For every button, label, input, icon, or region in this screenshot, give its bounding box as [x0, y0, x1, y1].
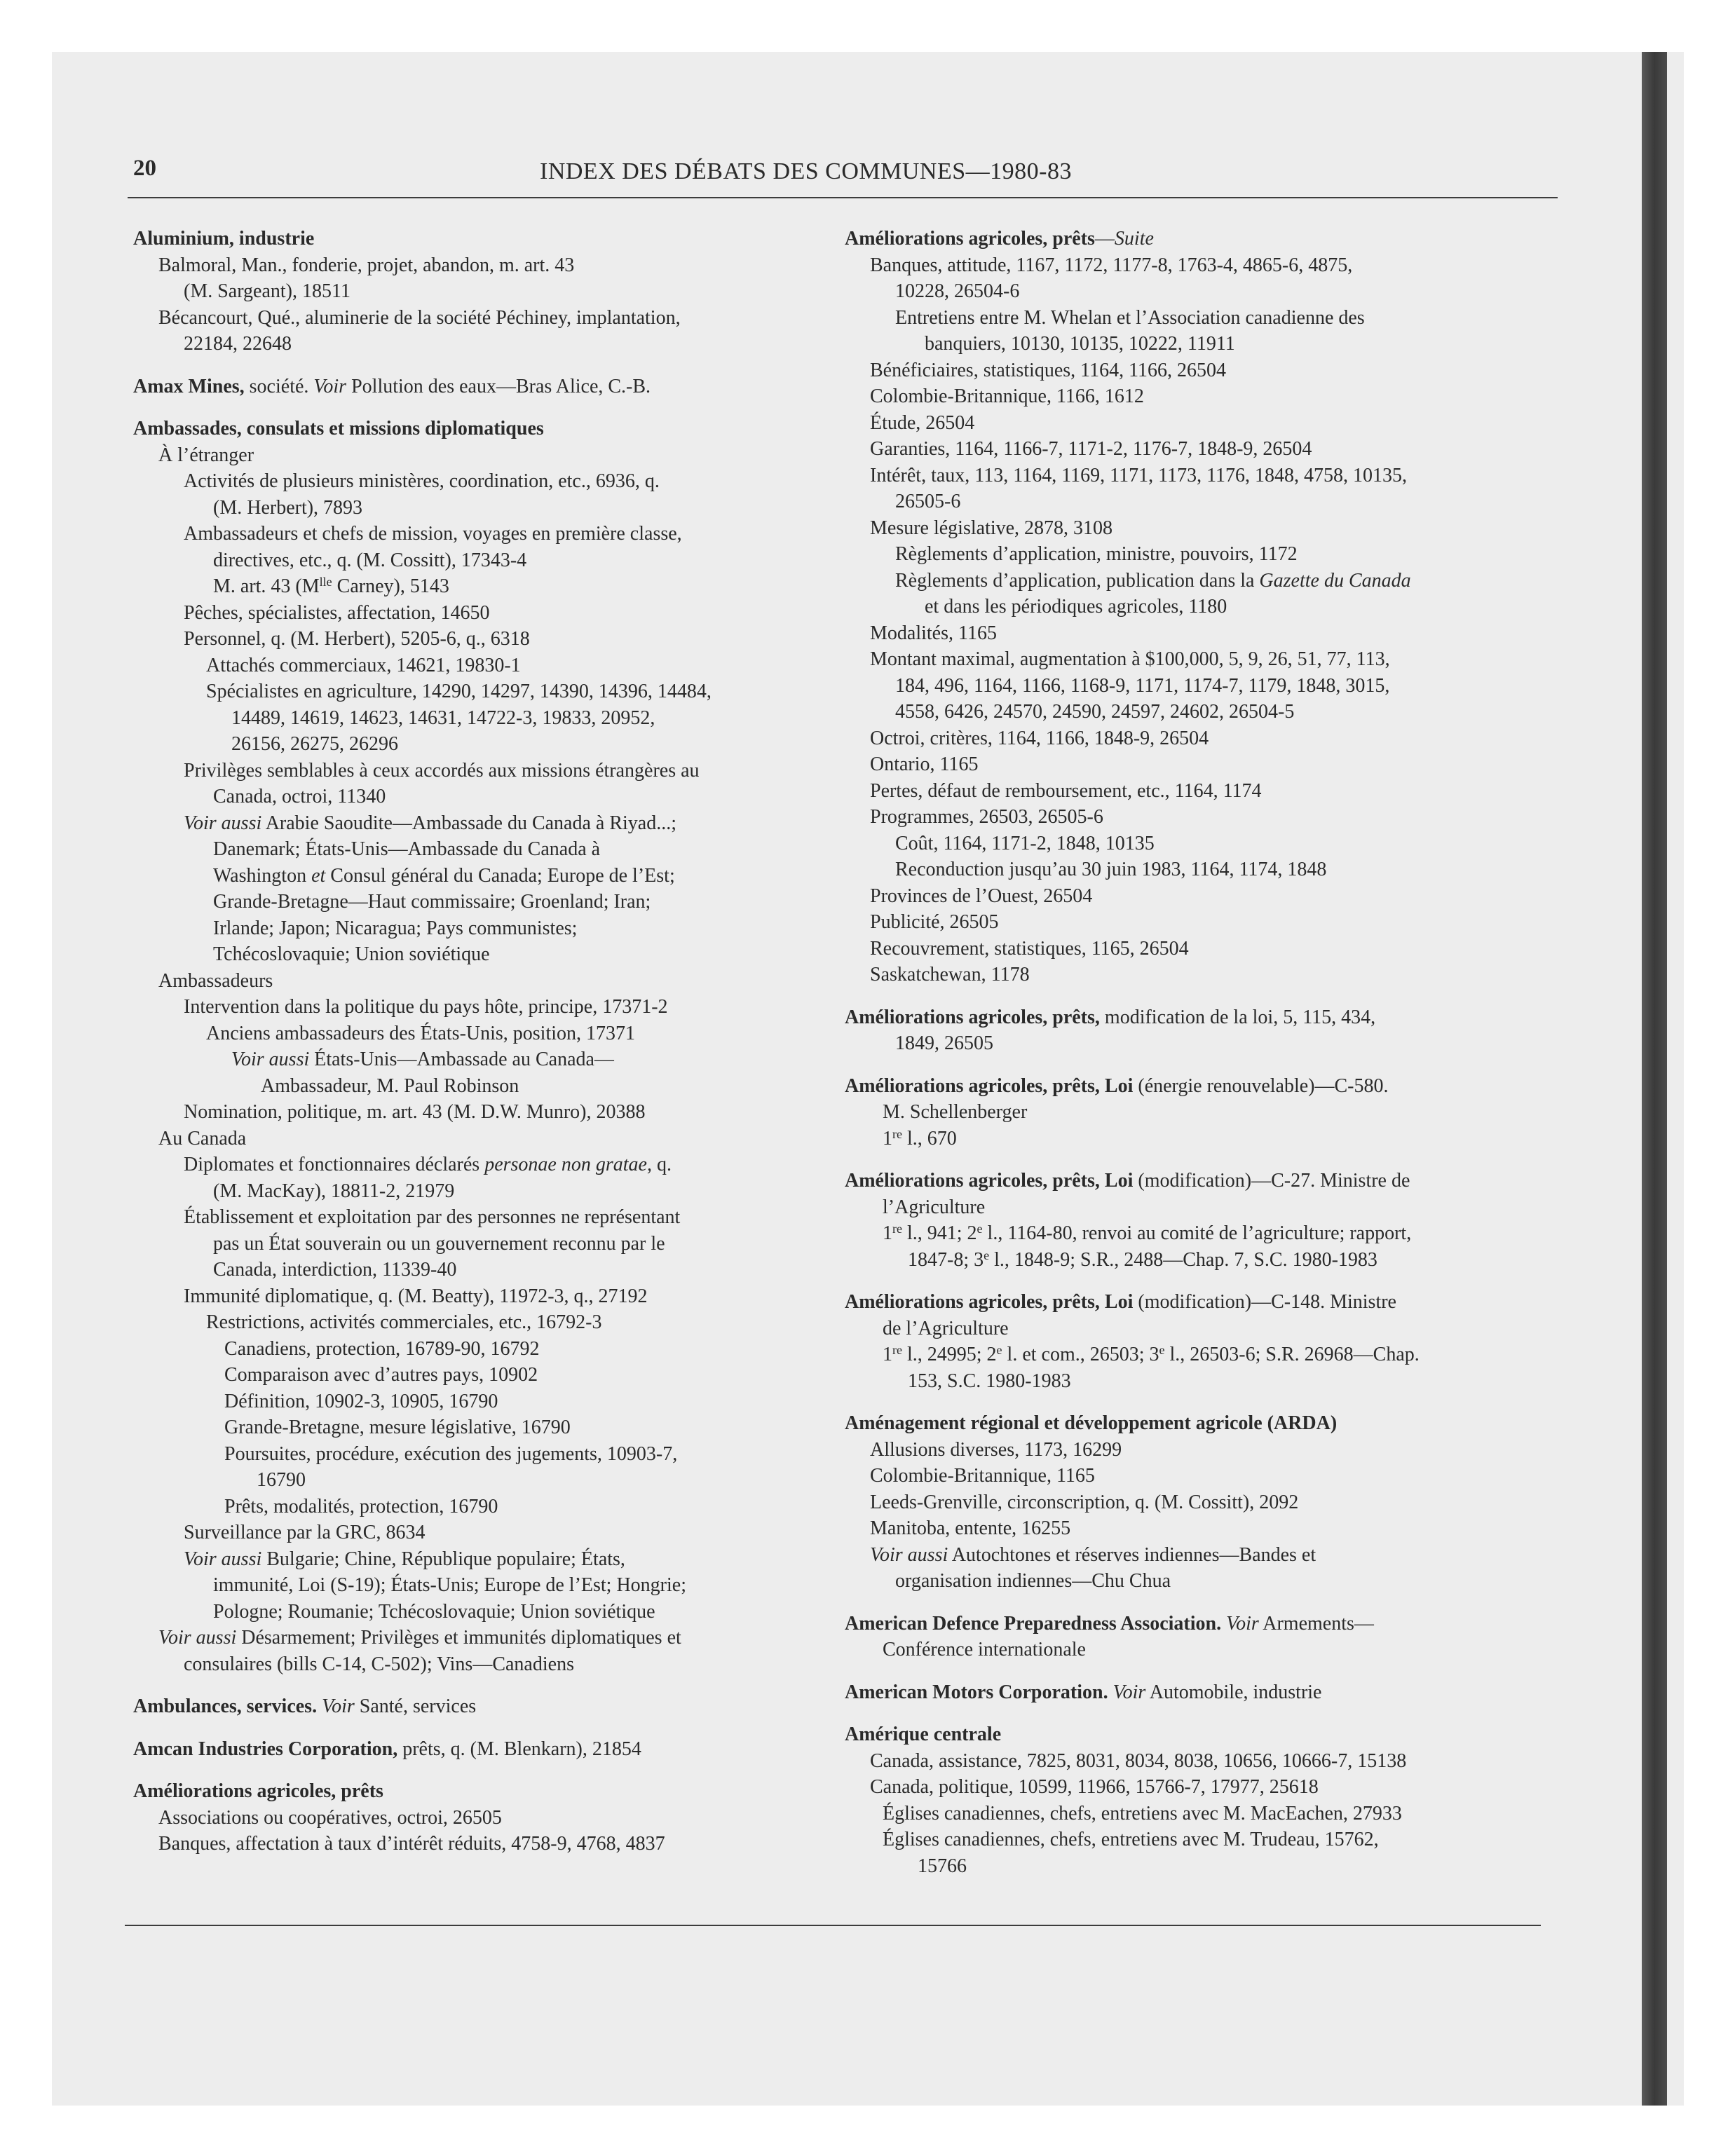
- index-line: [845, 1126, 1567, 1152]
- index-text: 10228, 26504-6: [895, 280, 1020, 302]
- index-line: [845, 962, 1567, 988]
- index-text: Restrictions, activités commerciales, etc., 16792-3: [206, 1311, 602, 1333]
- index-line: [845, 1030, 1567, 1057]
- index-text: (M. MacKay), 18811-2, 21979: [213, 1180, 455, 1202]
- index-text: Publicité, 26505: [870, 911, 999, 933]
- header-rule: [128, 197, 1558, 198]
- index-text: Tchécoslovaquie; Union soviétique: [213, 943, 490, 965]
- index-text: (énergie renouvelable)—C-580.: [1133, 1074, 1389, 1097]
- index-text: Ambassadeurs et chefs de mission, voyages en première classe,: [184, 523, 682, 545]
- index-line: [133, 863, 820, 889]
- index-text: (modification)—C-148. Ministre: [1133, 1291, 1396, 1313]
- index-heading: American Defence Preparedness Association.: [845, 1612, 1222, 1635]
- index-text: l., 26503-6; S.R. 26968—Chap.: [1164, 1344, 1420, 1365]
- index-text: Nomination, politique, m. art. 43 (M. D.W. Munro), 20388: [184, 1101, 646, 1123]
- index-text: Associations ou coopératives, octroi, 26505: [158, 1806, 502, 1829]
- index-text: Consul général du Canada; Europe de l’Est;: [325, 864, 675, 887]
- index-text: Règlements d’application, publication dans la: [895, 569, 1260, 592]
- index-text: Voir aussi: [184, 812, 262, 834]
- index-line: [133, 1494, 820, 1520]
- index-text: Canada, octroi, 11340: [213, 786, 386, 807]
- index-line: [133, 889, 820, 915]
- index-line: [845, 1220, 1567, 1247]
- index-text: l., 670: [901, 1127, 957, 1149]
- index-text: et: [311, 864, 326, 887]
- index-line: [133, 1778, 820, 1805]
- index-text: 15766: [918, 1855, 967, 1877]
- index-heading: Amax Mines,: [133, 375, 245, 397]
- index-line: [845, 515, 1567, 542]
- index-text: Colombie-Britannique, 1166, 1612: [870, 386, 1144, 407]
- index-line: [133, 1046, 820, 1073]
- index-text: Anciens ambassadeurs des États-Unis, position, 17371: [206, 1022, 636, 1044]
- index-text: Bénéficiaires, statistiques, 1164, 1166, 26504: [870, 359, 1227, 381]
- index-line: [845, 463, 1567, 489]
- index-text: re: [892, 1126, 902, 1141]
- index-line: [133, 731, 820, 758]
- index-line: [845, 883, 1567, 910]
- index-text: Suite: [1114, 228, 1154, 250]
- index-text: Garanties, 1164, 1166-7, 1171-2, 1176-7, 1848-9, 26504: [870, 438, 1312, 460]
- index-line: [845, 909, 1567, 936]
- index-text: Programmes, 26503, 26505-6: [870, 806, 1103, 828]
- index-text: 14489, 14619, 14623, 14631, 14722-3, 19833, 20952,: [231, 707, 655, 729]
- index-heading: Amérique centrale: [845, 1724, 1002, 1745]
- index-text: Pêches, spécialistes, affectation, 14650: [184, 601, 490, 624]
- index-text: Canada, assistance, 7825, 8031, 8034, 8038, 10656, 10666-7, 15138: [870, 1749, 1407, 1772]
- index-text: Conférence internationale: [883, 1639, 1086, 1660]
- index-line: [133, 994, 820, 1021]
- index-text: Voir: [1113, 1681, 1146, 1703]
- index-text: Voir aussi: [158, 1627, 237, 1649]
- index-column-right: [845, 226, 1567, 1879]
- index-line: [133, 1204, 820, 1231]
- footer-rule: [125, 1925, 1541, 1926]
- index-text: banquiers, 10130, 10135, 10222, 11911: [925, 333, 1235, 355]
- index-line: [133, 1126, 820, 1152]
- index-text: Carney), 5143: [332, 575, 449, 597]
- index-line: [133, 1178, 820, 1205]
- index-text: Établissement et exploitation par des personnes ne représentant: [184, 1206, 681, 1228]
- index-text: Poursuites, procédure, exécution des jugements, 10903-7,: [224, 1442, 678, 1465]
- index-line: [133, 278, 820, 305]
- index-line: [133, 573, 820, 600]
- index-line: [133, 600, 820, 627]
- index-line: [845, 278, 1567, 305]
- index-line: [133, 468, 820, 495]
- index-text: Autochtones et réserves indiennes—Bandes et: [948, 1543, 1316, 1566]
- index-line: [845, 699, 1567, 725]
- index-text: de l’Agriculture: [883, 1317, 1009, 1339]
- index-line: [845, 1194, 1567, 1221]
- index-heading: Aluminium, industrie: [133, 228, 315, 250]
- index-line: [845, 357, 1567, 384]
- index-line: [845, 751, 1567, 778]
- index-text: Colombie-Britannique, 1165: [870, 1465, 1095, 1487]
- index-text: Reconduction jusqu’au 30 juin 1983, 1164, 1174, 1848: [895, 859, 1327, 880]
- index-column-left: [133, 226, 820, 1857]
- index-line: [845, 804, 1567, 831]
- index-text: Montant maximal, augmentation à $100,000, 5, 9, 26, 51, 77, 113,: [870, 648, 1390, 670]
- index-text: Surveillance par la GRC, 8634: [184, 1522, 426, 1543]
- index-line: [133, 1152, 820, 1178]
- index-line: [133, 1546, 820, 1573]
- index-text: immunité, Loi (S-19); États-Unis; Europe de l’Est; Hongrie;: [213, 1574, 686, 1596]
- index-text: Ontario, 1165: [870, 753, 979, 775]
- index-line: [133, 915, 820, 942]
- index-line: [133, 1651, 820, 1678]
- index-line: [845, 1515, 1567, 1542]
- index-text: Balmoral, Man., fonderie, projet, abandon, m. art. 43: [158, 254, 575, 276]
- index-line: [845, 1801, 1567, 1827]
- index-text: Désarmement; Privilèges et immunités diplomatiques et: [236, 1627, 681, 1649]
- index-text: Danemark; États-Unis—Ambassade du Canada à: [213, 838, 601, 860]
- index-text: 22184, 22648: [184, 333, 292, 355]
- index-text: Canada, interdiction, 11339-40: [213, 1259, 457, 1281]
- index-line: [845, 725, 1567, 752]
- index-text: M. Schellenberger: [883, 1101, 1028, 1123]
- index-heading: Ambassades, consulats et missions diplomatiques: [133, 418, 544, 439]
- index-text: 1847-8; 3: [908, 1248, 984, 1271]
- index-text: Ambassadeurs: [158, 969, 273, 992]
- index-text: Saskatchewan, 1178: [870, 964, 1030, 985]
- index-text: 1: [883, 1222, 892, 1244]
- index-text: (M. Herbert), 7893: [213, 496, 363, 519]
- index-line: [845, 1748, 1567, 1775]
- index-text: Voir: [313, 375, 347, 397]
- index-line: [133, 1441, 820, 1468]
- index-text: Mesure législative, 2878, 3108: [870, 517, 1113, 539]
- index-text: Ambassadeur, M. Paul Robinson: [261, 1074, 519, 1097]
- index-text: Canada, politique, 10599, 11966, 15766-7, 17977, 25618: [870, 1776, 1319, 1798]
- index-text: 16790: [257, 1469, 306, 1491]
- index-line: [133, 1283, 820, 1310]
- index-text: [1108, 1681, 1113, 1703]
- index-text: q.: [651, 1154, 672, 1175]
- index-line: [845, 1247, 1567, 1274]
- index-text: directives, etc., q. (M. Cossitt), 17343-4: [213, 549, 527, 571]
- index-text: Voir: [1226, 1612, 1259, 1635]
- index-text: Au Canada: [158, 1127, 247, 1149]
- running-title: INDEX DES DÉBATS DES COMMUNES—1980-83: [540, 158, 1072, 184]
- index-text: États-Unis—Ambassade au Canada—: [309, 1049, 614, 1070]
- index-text: l., 941; 2: [901, 1222, 977, 1244]
- index-line: [845, 1437, 1567, 1464]
- index-text: Leeds-Grenville, circonscription, q. (M. Cossitt), 2092: [870, 1491, 1299, 1513]
- index-text: société.: [244, 375, 314, 397]
- index-text: Manitoba, entente, 16255: [870, 1517, 1071, 1539]
- index-text: M. art. 43 (M: [213, 575, 320, 597]
- index-text: (M. Sargeant), 18511: [184, 280, 351, 302]
- index-line: [133, 784, 820, 810]
- index-heading: Ambulances, services.: [133, 1696, 318, 1717]
- index-line: [845, 620, 1567, 647]
- index-line: [845, 1542, 1567, 1569]
- index-text: et dans les périodiques agricoles, 1180: [925, 596, 1227, 618]
- index-text: Diplomates et fonctionnaires déclarés: [184, 1154, 485, 1175]
- index-line: [845, 1316, 1567, 1342]
- index-text: Églises canadiennes, chefs, entretiens avec M. MacEachen, 27933: [883, 1802, 1402, 1824]
- index-text: Étude, 26504: [870, 411, 975, 434]
- index-text: Définition, 10902-3, 10905, 16790: [224, 1390, 498, 1412]
- index-line: [133, 1414, 820, 1441]
- index-text: 1: [883, 1127, 892, 1149]
- index-text: Voir aussi: [231, 1049, 310, 1070]
- index-line: [845, 594, 1567, 620]
- index-line: [133, 836, 820, 863]
- index-text: l., 1164-80, renvoi au comité de l’agriculture; rapport,: [982, 1222, 1412, 1244]
- index-line: [133, 442, 820, 469]
- index-text: re: [892, 1343, 902, 1357]
- index-line: [133, 1389, 820, 1415]
- index-text: Voir aussi: [184, 1548, 262, 1570]
- index-text: Automobile, industrie: [1145, 1681, 1322, 1703]
- index-text: prêts, q. (M. Blenkarn), 21854: [397, 1738, 641, 1760]
- index-line: [133, 226, 820, 252]
- index-line: [133, 1805, 820, 1831]
- index-text: Prêts, modalités, protection, 16790: [224, 1495, 498, 1517]
- index-line: [845, 1099, 1567, 1126]
- index-text: Provinces de l’Ouest, 26504: [870, 885, 1093, 907]
- index-text: Santé, services: [354, 1696, 477, 1717]
- index-line: [133, 1599, 820, 1625]
- index-line: [845, 541, 1567, 568]
- index-text: Banques, affectation à taux d’intérêt réduits, 4758-9, 4768, 4837: [158, 1833, 665, 1855]
- index-line: [133, 1572, 820, 1599]
- index-text: Banques, attitude, 1167, 1172, 1177-8, 1763-4, 4865-6, 4875,: [870, 254, 1353, 276]
- index-text: e: [1159, 1343, 1165, 1357]
- index-line: [133, 1336, 820, 1363]
- index-text: e: [984, 1248, 990, 1262]
- index-text: l’Agriculture: [883, 1196, 986, 1218]
- index-line: [133, 1625, 820, 1651]
- index-line: [133, 653, 820, 679]
- index-heading: Améliorations agricoles, prêts, Loi: [845, 1074, 1134, 1097]
- index-text: 4558, 6426, 24570, 24590, 24597, 24602, 26504-5: [895, 701, 1295, 723]
- index-text: Irlande; Japon; Nicaragua; Pays communistes;: [213, 917, 578, 939]
- index-text: Églises canadiennes, chefs, entretiens avec M. Trudeau, 15762,: [883, 1829, 1379, 1850]
- index-line: [133, 758, 820, 784]
- index-line: [845, 383, 1567, 410]
- index-text: e: [977, 1222, 983, 1236]
- index-line: [845, 1827, 1567, 1853]
- index-line: [133, 1831, 820, 1857]
- index-line: [845, 305, 1567, 332]
- index-text: 26505-6: [895, 491, 961, 512]
- index-line: [133, 968, 820, 995]
- index-text: Voir aussi: [870, 1543, 948, 1566]
- index-line: [133, 305, 820, 332]
- scan-edge-shadow: [1642, 52, 1667, 2106]
- index-line: [845, 936, 1567, 962]
- index-line: [133, 374, 820, 400]
- index-line: [133, 1736, 820, 1763]
- index-line: [845, 489, 1567, 515]
- index-text: Modalités, 1165: [870, 622, 997, 644]
- index-text: re: [892, 1222, 902, 1236]
- index-line: [845, 1853, 1567, 1880]
- index-heading: Améliorations agricoles, prêts: [133, 1780, 383, 1802]
- index-line: [845, 1168, 1567, 1194]
- index-line: [845, 1611, 1567, 1637]
- index-line: [845, 1073, 1567, 1100]
- index-text: Activités de plusieurs ministères, coordination, etc., 6936, q.: [184, 470, 660, 492]
- index-text: Comparaison avec d’autres pays, 10902: [224, 1364, 538, 1386]
- index-text: Intérêt, taux, 113, 1164, 1169, 1171, 1173, 1176, 1848, 4758, 10135,: [870, 464, 1408, 486]
- index-heading: Amcan Industries Corporation,: [133, 1738, 398, 1760]
- index-text: Allusions diverses, 1173, 16299: [870, 1438, 1122, 1461]
- index-line: [845, 1489, 1567, 1516]
- index-line: [845, 646, 1567, 673]
- index-text: Recouvrement, statistiques, 1165, 26504: [870, 937, 1189, 960]
- index-text: Octroi, critères, 1164, 1166, 1848-9, 26504: [870, 727, 1209, 749]
- index-text: modification de la loi, 5, 115, 434,: [1099, 1006, 1376, 1028]
- index-text: l. et com., 26503; 3: [1002, 1344, 1159, 1365]
- index-text: (modification)—C-27. Ministre de: [1133, 1170, 1410, 1192]
- index-text: Canadiens, protection, 16789-90, 16792: [224, 1337, 540, 1360]
- index-text: 153, S.C. 1980-1983: [908, 1370, 1071, 1392]
- index-line: [845, 1774, 1567, 1801]
- index-line: [845, 1637, 1567, 1663]
- index-text: 184, 496, 1164, 1166, 1168-9, 1171, 1174-7, 1179, 1848, 3015,: [895, 674, 1390, 697]
- index-line: [133, 1362, 820, 1389]
- index-text: Arabie Saoudite—Ambassade du Canada à Riyad...;: [261, 812, 676, 834]
- index-line: [133, 521, 820, 547]
- index-line: [133, 331, 820, 357]
- index-text: Pologne; Roumanie; Tchécoslovaquie; Union soviétique: [213, 1600, 655, 1623]
- index-line: [133, 1520, 820, 1546]
- index-line: [133, 626, 820, 653]
- index-text: Personnel, q. (M. Herbert), 5205-6, q., 6318: [184, 628, 530, 650]
- index-line: [845, 1463, 1567, 1489]
- index-text: l., 24995; 2: [901, 1344, 997, 1365]
- index-line: [133, 810, 820, 837]
- index-line: [133, 1231, 820, 1257]
- index-heading: Améliorations agricoles, prêts,: [845, 1006, 1100, 1028]
- index-text: Intervention dans la politique du pays hôte, principe, 17371-2: [184, 996, 668, 1018]
- index-heading: American Motors Corporation.: [845, 1681, 1108, 1703]
- index-text: Pertes, défaut de remboursement, etc., 1164, 1174: [870, 779, 1262, 802]
- index-line: [845, 1410, 1567, 1437]
- index-text: organisation indiennes—Chu Chua: [895, 1570, 1171, 1592]
- index-text: 26156, 26275, 26296: [231, 733, 398, 755]
- index-text: 1: [883, 1344, 892, 1365]
- index-line: [133, 941, 820, 968]
- index-line: [133, 495, 820, 521]
- index-heading: Améliorations agricoles, prêts: [845, 228, 1095, 250]
- index-text: Bulgarie; Chine, République populaire; États,: [261, 1548, 625, 1570]
- index-text: 1849, 26505: [895, 1032, 993, 1054]
- index-line: [845, 778, 1567, 805]
- index-text: —: [1094, 228, 1115, 250]
- index-text: Gazette du Canada: [1259, 569, 1411, 592]
- index-text: Grande-Bretagne, mesure législative, 16790: [224, 1417, 571, 1438]
- index-line: [133, 1693, 820, 1720]
- index-heading: Améliorations agricoles, prêts, Loi: [845, 1291, 1134, 1313]
- index-text: À l’étranger: [158, 444, 254, 466]
- index-text: Armements—: [1258, 1612, 1374, 1635]
- index-line: [845, 410, 1567, 437]
- index-line: [133, 705, 820, 732]
- index-line: [845, 673, 1567, 700]
- index-line: [133, 1309, 820, 1336]
- index-text: pas un État souverain ou un gouvernement reconnu par le: [213, 1232, 665, 1255]
- index-line: [133, 678, 820, 705]
- index-line: [845, 1368, 1567, 1395]
- page-number: 20: [133, 156, 156, 181]
- index-text: Attachés commerciaux, 14621, 19830-1: [206, 654, 521, 676]
- index-text: consulaires (bills C-14, C-502); Vins—Canadiens: [184, 1653, 574, 1675]
- index-heading: Aménagement régional et développement agricole (ARDA): [845, 1412, 1338, 1434]
- index-line: [845, 1568, 1567, 1595]
- index-line: [133, 547, 820, 574]
- index-line: [133, 1021, 820, 1047]
- index-line: [845, 226, 1567, 252]
- index-line: [845, 252, 1567, 279]
- index-text: personae non gratae,: [484, 1154, 652, 1175]
- index-line: [845, 436, 1567, 463]
- index-text: e: [996, 1343, 1002, 1357]
- index-line: [845, 1721, 1567, 1748]
- index-line: [845, 331, 1567, 357]
- index-heading: Améliorations agricoles, prêts, Loi: [845, 1170, 1134, 1192]
- index-text: Règlements d’application, ministre, pouvoirs, 1172: [895, 543, 1298, 565]
- index-line: [133, 1467, 820, 1494]
- index-line: [133, 1099, 820, 1126]
- index-line: [845, 1004, 1567, 1031]
- index-text: Washington: [213, 864, 312, 887]
- index-line: [845, 857, 1567, 883]
- index-line: [133, 416, 820, 442]
- index-text: l., 1848-9; S.R., 2488—Chap. 7, S.C. 1980-1983: [989, 1248, 1377, 1271]
- index-line: [845, 831, 1567, 857]
- index-text: Grande-Bretagne—Haut commissaire; Groenland; Iran;: [213, 891, 651, 913]
- index-text: Entretiens entre M. Whelan et l’Association canadienne des: [895, 306, 1365, 329]
- index-text: Bécancourt, Qué., aluminerie de la société Péchiney, implantation,: [158, 306, 681, 329]
- index-line: [845, 1289, 1567, 1316]
- index-line: [133, 1257, 820, 1283]
- index-text: Spécialistes en agriculture, 14290, 14297, 14390, 14396, 14484,: [206, 681, 712, 702]
- index-text: Pollution des eaux—Bras Alice, C.-B.: [346, 375, 651, 397]
- index-line: [133, 1073, 820, 1100]
- index-line: [845, 568, 1567, 594]
- index-text: Immunité diplomatique, q. (M. Beatty), 11972-3, q., 27192: [184, 1285, 648, 1307]
- index-text: Voir: [322, 1696, 355, 1717]
- index-line: [133, 252, 820, 279]
- index-line: [845, 1342, 1567, 1368]
- index-text: Privilèges semblables à ceux accordés aux missions étrangères au: [184, 759, 700, 782]
- index-text: lle: [319, 575, 332, 589]
- index-line: [845, 1679, 1567, 1706]
- index-text: Coût, 1164, 1171-2, 1848, 10135: [895, 832, 1155, 854]
